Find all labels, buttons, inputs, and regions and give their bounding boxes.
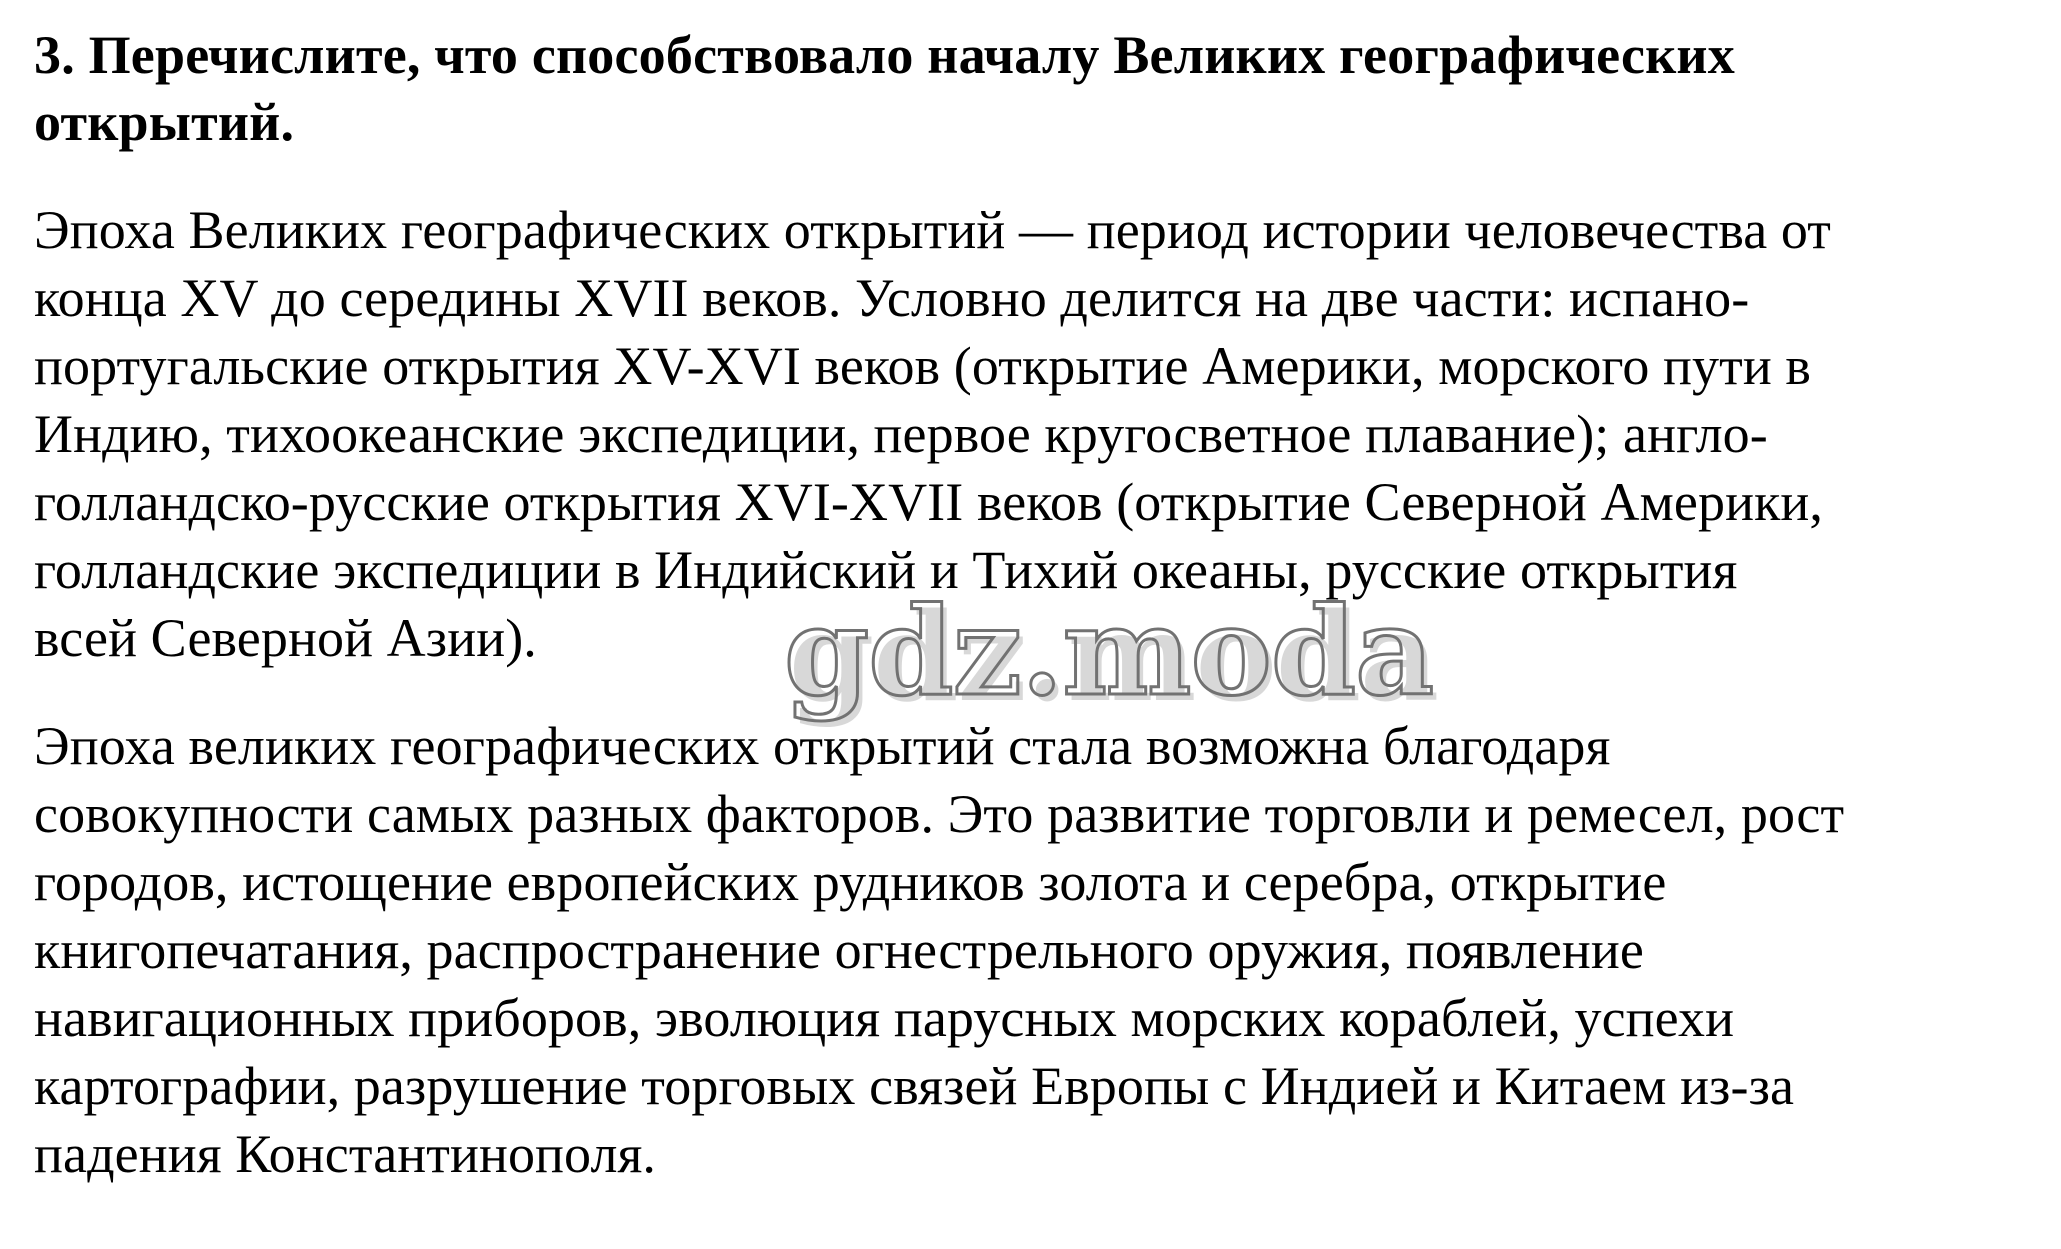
paragraph-line: голландско-русские открытия XVI-XVII веков (открытие Северной Америки, bbox=[34, 472, 1823, 532]
paragraph-line: книгопечатания, распространение огнестрельного оружия, появление bbox=[34, 920, 1644, 980]
paragraph-line: падения Константинополя. bbox=[34, 1124, 657, 1184]
paragraph-line: Эпоха великих географических открытий стала возможна благодаря bbox=[34, 716, 1611, 776]
answer-paragraph-1 bbox=[34, 196, 2034, 672]
paragraph-line: Эпоха Великих географических открытий — период истории человечества от bbox=[34, 200, 1831, 260]
watermark-logo: gdz.moda bbox=[784, 579, 1434, 723]
question-heading bbox=[34, 22, 1994, 156]
question-line: 3. Перечислите, что способствовало началу Великих географических bbox=[34, 25, 1735, 85]
answer-paragraph-2 bbox=[34, 712, 2034, 1188]
paragraph-line: совокупности самых разных факторов. Это развитие торговли и ремесел, рост bbox=[34, 784, 1845, 844]
paragraph-line: всей Северной Азии). bbox=[34, 608, 537, 668]
paragraph-line: португальские открытия XV-XVI веков (открытие Америки, морского пути в bbox=[34, 336, 1812, 396]
paragraph-line: голландские экспедиции в Индийский и Тихий океаны, русские открытия bbox=[34, 540, 1738, 600]
question-line: открытий. bbox=[34, 92, 295, 152]
paragraph-line: навигационных приборов, эволюция парусных морских кораблей, успехи bbox=[34, 988, 1735, 1048]
paragraph-line: картографии, разрушение торговых связей Европы с Индией и Китаем из-за bbox=[34, 1056, 1795, 1116]
paragraph-line: городов, истощение европейских рудников золота и серебра, открытие bbox=[34, 852, 1667, 912]
paragraph-line: Индию, тихоокеанские экспедиции, первое кругосветное плавание); англо- bbox=[34, 404, 1768, 464]
paragraph-line: конца XV до середины XVII веков. Условно делится на две части: испано- bbox=[34, 268, 1750, 328]
